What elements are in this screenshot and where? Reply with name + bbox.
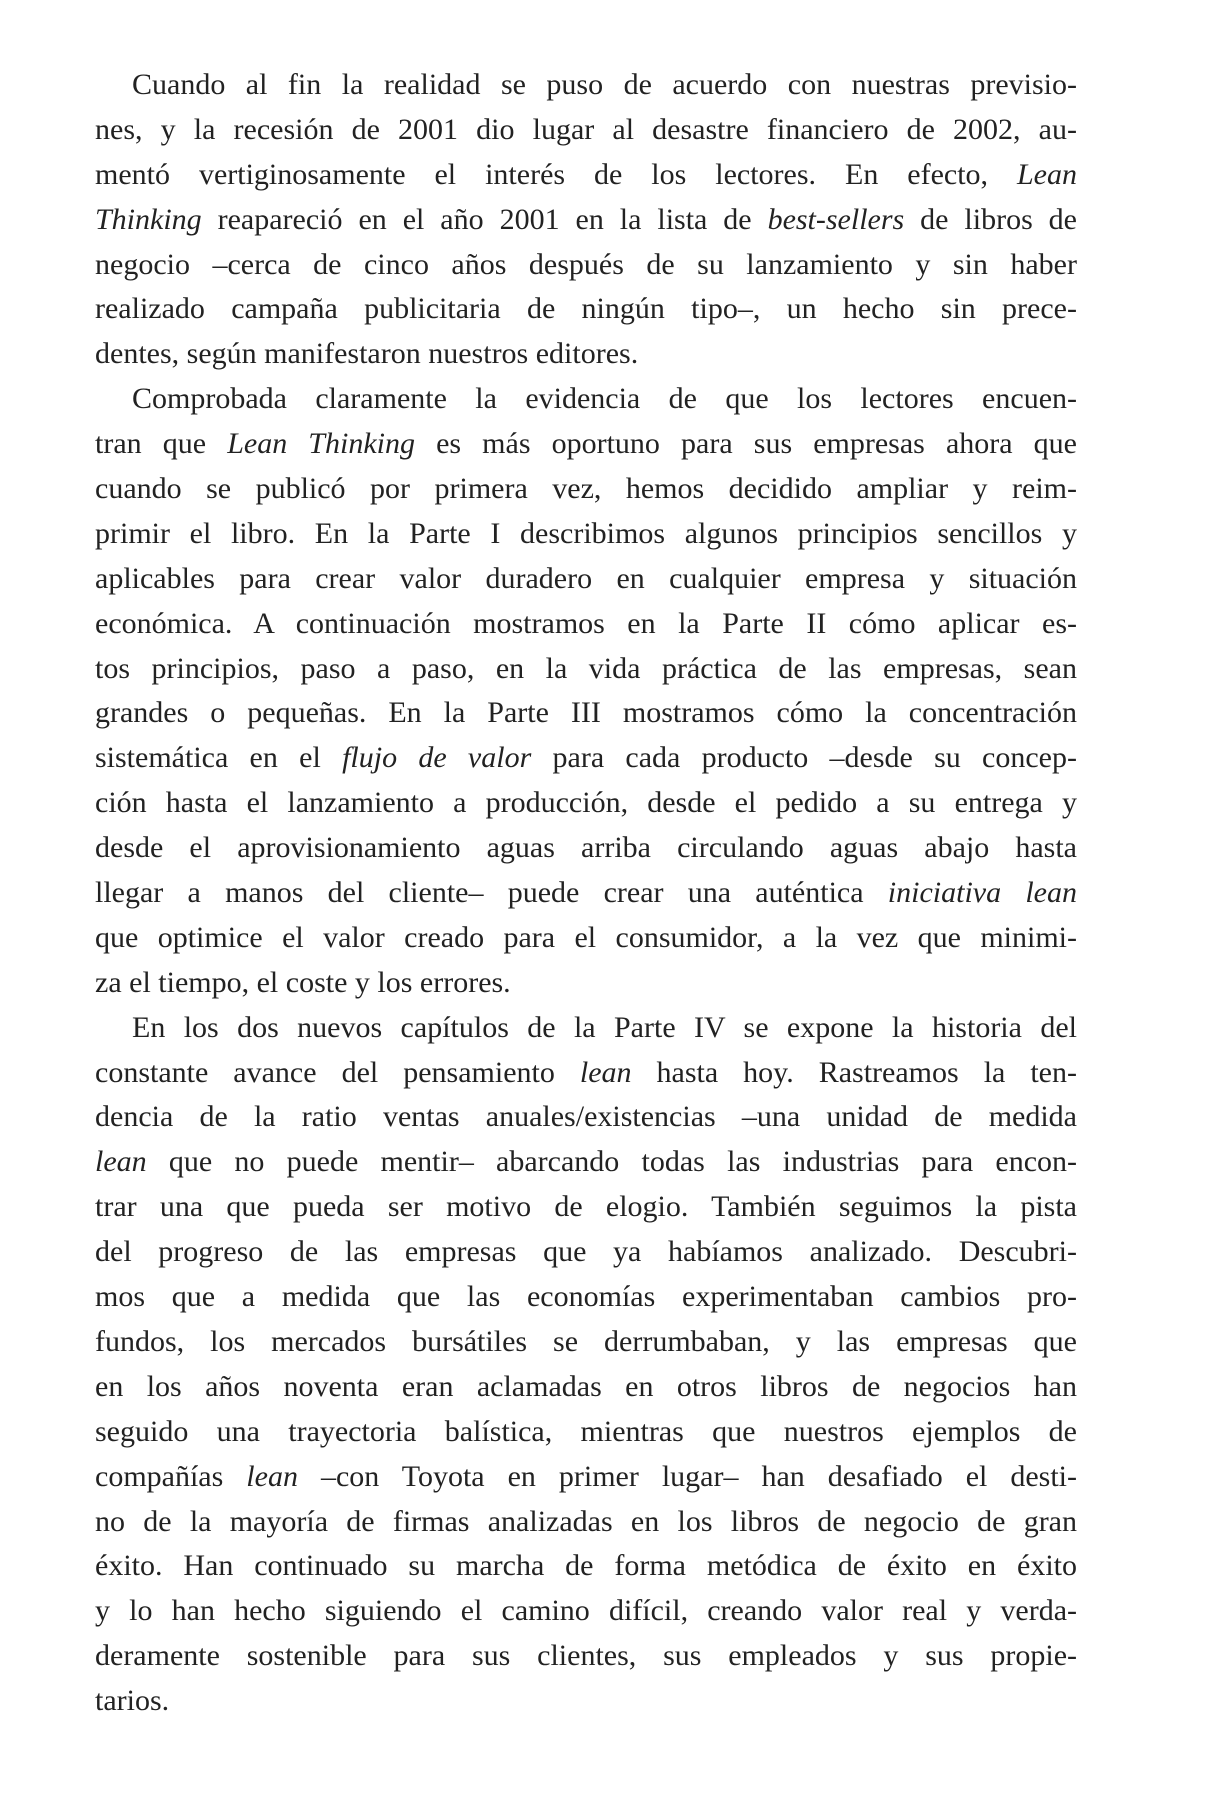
text-segment: constante avance del pensamiento: [95, 1055, 580, 1089]
text-segment: tarios.: [95, 1684, 170, 1718]
text-segment: mentó vertiginosamente el interés de los lectores. En efecto,: [95, 157, 1017, 191]
italic-text: Thinking: [95, 202, 202, 236]
text-segment: compañías: [95, 1459, 247, 1493]
text-segment: del progreso de las empresas que ya habíamos analizado. Descubri-: [95, 1235, 1077, 1269]
text-line: [95, 1051, 1077, 1096]
text-segment: nes, y la recesión de 2001 dio lugar al desastre financiero de 2002, au-: [95, 112, 1077, 146]
text-line: [95, 1140, 1077, 1185]
text-segment: hasta hoy. Rastreamos la ten-: [631, 1055, 1077, 1089]
text-line: [95, 602, 1077, 647]
text-line: [95, 153, 1077, 198]
italic-text: iniciativa lean: [887, 876, 1077, 910]
text-line: [95, 108, 1077, 153]
text-segment: llegar a manos del cliente– puede crear una auténtica: [95, 876, 888, 910]
italic-text: best-sellers: [767, 202, 905, 236]
text-line: [95, 1544, 1077, 1589]
italic-text: Lean: [1017, 157, 1077, 191]
text-line: [95, 647, 1077, 692]
text-line: [95, 1500, 1077, 1545]
text-segment: éxito. Han continuado su marcha de forma metódica de éxito en éxito: [95, 1549, 1077, 1583]
text-line: [95, 916, 1077, 961]
text-line: [95, 1006, 1077, 1051]
text-line: [95, 467, 1077, 512]
text-line: [95, 1185, 1077, 1230]
text-line: [95, 243, 1077, 288]
text-segment: dencia de la ratio ventas anuales/existencias –una unidad de medida: [95, 1100, 1077, 1134]
text-segment: za el tiempo, el coste y los errores.: [95, 965, 511, 999]
text-segment: aplicables para crear valor duradero en cualquier empresa y situación: [95, 561, 1077, 595]
text-segment: seguido una trayectoria balística, mientras que nuestros ejemplos de: [95, 1414, 1077, 1448]
text-line: [95, 961, 1077, 1006]
text-segment: en los años noventa eran aclamadas en otros libros de negocios han: [95, 1369, 1077, 1403]
text-segment: económica. A continuación mostramos en la Parte II cómo aplicar es-: [95, 606, 1077, 640]
paragraph: [95, 1006, 1077, 1724]
text-segment: sistemática en el: [95, 741, 343, 775]
text-line: [95, 1365, 1077, 1410]
text-line: [95, 1095, 1077, 1140]
text-segment: desde el aprovisionamiento aguas arriba circulando aguas abajo hasta: [95, 831, 1077, 865]
italic-text: lean: [579, 1055, 632, 1089]
text-segment: es más oportuno para sus empresas ahora que: [414, 427, 1078, 461]
text-segment: grandes o pequeñas. En la Parte III mostramos cómo la concentración: [95, 696, 1077, 730]
text-line: [95, 287, 1077, 332]
text-line: [95, 826, 1077, 871]
italic-text: Lean Thinking: [227, 427, 415, 461]
text-segment: primir el libro. En la Parte I describimos algunos principios sencillos y: [95, 516, 1077, 550]
text-line: [95, 1634, 1077, 1679]
text-line: [95, 871, 1077, 916]
text-segment: reapareció en el año 2001 en la lista de: [201, 202, 768, 236]
paragraph: [95, 63, 1077, 377]
text-line: [95, 781, 1077, 826]
text-segment: trar una que pueda ser motivo de elogio. También seguimos la pista: [95, 1190, 1077, 1224]
italic-text: lean: [246, 1459, 298, 1493]
text-line: [95, 1320, 1077, 1365]
text-line: [95, 1230, 1077, 1275]
text-segment: para cada producto –desde su concep-: [531, 741, 1077, 775]
text-line: [95, 557, 1077, 602]
text-segment: dentes, según manifestaron nuestros editores.: [95, 337, 639, 371]
text-segment: –con Toyota en primer lugar– han desafiado el desti-: [297, 1459, 1078, 1493]
text-segment: deramente sostenible para sus clientes, sus empleados y sus propie-: [95, 1639, 1077, 1673]
text-line: [95, 691, 1077, 736]
text-line: [95, 332, 1077, 377]
text-line: [95, 1410, 1077, 1455]
text-segment: Comprobada claramente la evidencia de que los lectores encuen-: [132, 382, 1077, 416]
text-line: [95, 1589, 1077, 1634]
text-segment: no de la mayoría de firmas analizadas en los libros de negocio de gran: [95, 1504, 1077, 1538]
text-line: [95, 736, 1077, 781]
text-segment: negocio –cerca de cinco años después de su lanzamiento y sin haber: [95, 247, 1077, 281]
paragraph: [95, 377, 1077, 1005]
text-segment: tran que: [95, 427, 228, 461]
book-page-text: [95, 63, 1077, 1724]
text-segment: realizado campaña publicitaria de ningún tipo–, un hecho sin prece-: [95, 292, 1077, 326]
text-segment: que optimice el valor creado para el consumidor, a la vez que minimi-: [95, 920, 1077, 954]
text-line: [95, 422, 1077, 467]
text-segment: Cuando al fin la realidad se puso de acuerdo con nuestras previsio-: [132, 68, 1077, 101]
text-segment: que no puede mentir– abarcando todas las industrias para encon-: [146, 1145, 1077, 1179]
text-line: [95, 377, 1077, 422]
text-segment: de libros de: [904, 202, 1077, 236]
text-segment: ción hasta el lanzamiento a producción, desde el pedido a su entrega y: [95, 786, 1077, 820]
italic-text: lean: [95, 1145, 147, 1179]
text-segment: fundos, los mercados bursátiles se derrumbaban, y las empresas que: [95, 1324, 1077, 1358]
text-line: [95, 1455, 1077, 1500]
text-segment: En los dos nuevos capítulos de la Parte IV se expone la historia del: [132, 1010, 1077, 1044]
text-segment: mos que a medida que las economías experimentaban cambios pro-: [95, 1280, 1077, 1314]
text-line: [95, 198, 1077, 243]
text-segment: cuando se publicó por primera vez, hemos decidido ampliar y reim-: [95, 472, 1077, 506]
text-line: [95, 1275, 1077, 1320]
text-line: [95, 63, 1077, 108]
text-line: [95, 1679, 1077, 1724]
text-segment: tos principios, paso a paso, en la vida práctica de las empresas, sean: [95, 651, 1077, 685]
italic-text: flujo de valor: [342, 741, 532, 775]
text-segment: y lo han hecho siguiendo el camino difícil, creando valor real y verda-: [95, 1594, 1077, 1628]
text-line: [95, 512, 1077, 557]
